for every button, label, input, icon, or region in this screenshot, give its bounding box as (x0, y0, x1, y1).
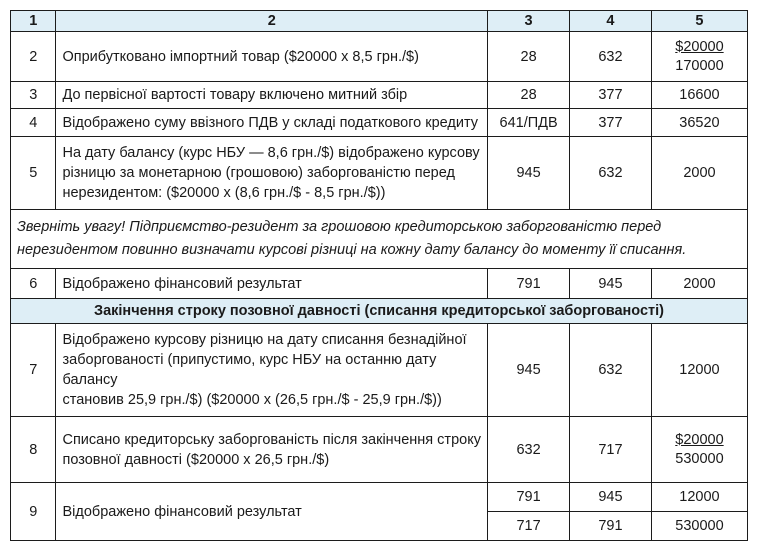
credit-account: 945 (570, 269, 652, 299)
row-number: 8 (11, 417, 56, 483)
section-header-row (11, 299, 748, 324)
credit-account: 377 (570, 82, 652, 109)
debit-account: 791 (488, 269, 570, 299)
amount-cell: 530000 (651, 512, 747, 541)
table-row (11, 109, 748, 137)
table-row (11, 483, 748, 512)
row-description: До первісної вартості товару включено митний збір (56, 82, 488, 109)
amount-currency: $20000 (675, 38, 724, 55)
description-line: Списано кредиторську заборгованість після закінчення строку (62, 431, 481, 448)
section-title: Закінчення строку позовної давності (списання кредиторської заборгованості) (11, 299, 748, 324)
row-description: Відображено фінансовий результат (56, 483, 488, 541)
debit-account: 717 (488, 512, 570, 541)
amount-cell (651, 417, 747, 483)
debit-account: 641/ПДВ (488, 109, 570, 137)
note-line: нерезидентом повинно визначати курсові різниці на кожну дату балансу до моменту її списання. (17, 242, 687, 258)
debit-account: 28 (488, 82, 570, 109)
credit-account: 632 (570, 324, 652, 417)
row-description: Відображено суму ввізного ПДВ у складі податкового кредиту (56, 109, 488, 137)
description-line: На дату балансу (курс НБУ — 8,6 грн./$) відображено курсову (62, 145, 480, 161)
col-5-header: 5 (651, 11, 747, 32)
amount-cell: 16600 (651, 82, 747, 109)
col-1-header: 1 (11, 11, 56, 32)
amount-cell: 2000 (651, 137, 747, 210)
amount-cell: 12000 (651, 324, 747, 417)
amount-cell: 12000 (651, 483, 747, 512)
description-line: заборгованості (припустимо, курс НБУ на останню дату балансу (62, 352, 437, 388)
note-line: Зверніть увагу! Підприємство-резидент за грошовою кредиторською заборгованістю перед (17, 219, 662, 235)
debit-account: 945 (488, 324, 570, 417)
row-description: Відображено фінансовий результат (56, 269, 488, 299)
col-3-header: 3 (488, 11, 570, 32)
credit-account: 717 (570, 417, 652, 483)
col-4-header: 4 (570, 11, 652, 32)
row-description: Оприбутковано імпортний товар ($20000 х 8,5 грн./$) (56, 32, 488, 82)
debit-account: 28 (488, 32, 570, 82)
row-number: 9 (11, 483, 56, 541)
debit-account: 945 (488, 137, 570, 210)
col-2-header: 2 (56, 11, 488, 32)
amount-cell (651, 32, 747, 82)
description-line: Відображено курсову різницю на дату списання безнадійної (62, 332, 467, 348)
table-row (11, 324, 748, 417)
attention-note (11, 210, 748, 269)
row-number: 5 (11, 137, 56, 210)
header-row (11, 11, 748, 32)
description-line: різницю за монетарною (грошовою) заборгованістю перед (62, 165, 455, 181)
credit-account: 377 (570, 109, 652, 137)
table-row (11, 32, 748, 82)
amount-cell: 2000 (651, 269, 747, 299)
accounting-entries-table (10, 10, 748, 541)
table-row (11, 417, 748, 483)
row-description (56, 137, 488, 210)
amount-uah: 530000 (675, 450, 724, 467)
row-number: 7 (11, 324, 56, 417)
description-line: нерезидентом: ($20000 х (8,6 грн./$ - 8,5 грн./$)) (62, 185, 386, 201)
credit-account: 632 (570, 137, 652, 210)
description-line: становив 25,9 грн./$) ($20000 х (26,5 грн./$ - 25,9 грн./$)) (62, 392, 442, 408)
row-number: 4 (11, 109, 56, 137)
credit-account: 945 (570, 483, 652, 512)
amount-uah: 170000 (675, 57, 724, 74)
description-line: позовної давності ($20000 х 26,5 грн./$) (62, 451, 330, 468)
attention-note-row (11, 210, 748, 269)
amount-currency: $20000 (675, 431, 724, 448)
debit-account: 791 (488, 483, 570, 512)
credit-account: 791 (570, 512, 652, 541)
row-number: 3 (11, 82, 56, 109)
table-row (11, 82, 748, 109)
table-row (11, 269, 748, 299)
row-description (56, 324, 488, 417)
amount-cell: 36520 (651, 109, 747, 137)
row-number: 6 (11, 269, 56, 299)
row-description (56, 417, 488, 483)
table-row (11, 137, 748, 210)
credit-account: 632 (570, 32, 652, 82)
row-number: 2 (11, 32, 56, 82)
debit-account: 632 (488, 417, 570, 483)
